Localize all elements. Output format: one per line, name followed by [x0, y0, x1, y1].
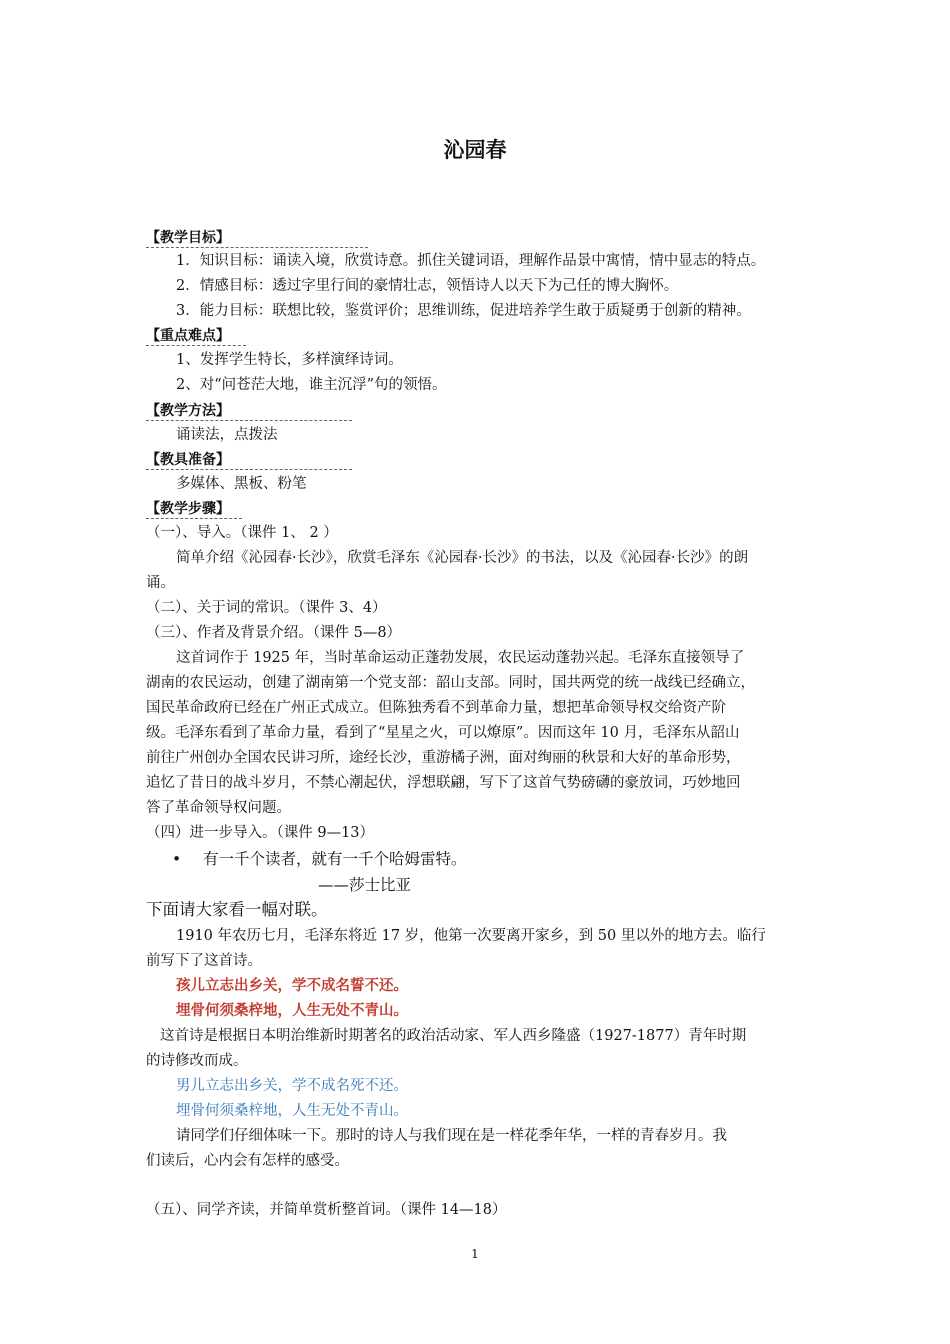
step1-text-line: 简单介绍《沁园春·长沙》，欣赏毛泽东《沁园春·长沙》的书法，以及《沁园春·长沙》的朗 — [176, 550, 749, 566]
step3-text-line: 国民革命政府已经在广州正式成立。但陈独秀看不到革命力量，想把革命领导权交给资产阶 — [146, 700, 726, 716]
step3-text-line: 级。毛泽东看到了革命力量，看到了“星星之火，可以燎原”。因而这年 10 月，毛泽东从韶山 — [146, 725, 740, 741]
tools-text: 多媒体、黑板、粉笔 — [176, 476, 307, 492]
step3-text-line: 湖南的农民运动，创建了湖南第一个党支部：韶山支部。同时，国共两党的统一战线已经确立， — [146, 675, 755, 691]
step1-text-line: 诵。 — [146, 575, 175, 591]
section-heading-keypoints: 【重点难点】 — [146, 327, 246, 346]
page-title: 沁园春 — [443, 138, 507, 162]
keypoint-2: 2、对“问苍茫大地，谁主沉浮”句的领悟。 — [176, 377, 447, 393]
page-number: 1 — [471, 1247, 479, 1261]
origin-text-line: 这首诗是根据日本明治维新时期著名的政治活动家、军人西乡隆盛（1927-1877）青年时期 — [160, 1028, 747, 1044]
step3-text-line: 这首词作于 1925 年，当时革命运动正蓬勃发展，农民运动蓬勃兴起。毛泽东直接领导了 — [176, 650, 745, 666]
story-text-line: 前写下了这首诗。 — [146, 953, 262, 969]
methods-text: 诵读法，点拨法 — [176, 427, 278, 443]
section-heading-tools: 【教具准备】 — [146, 451, 352, 470]
poem-red-line: 孩儿立志出乡关，学不成名誓不还。 — [176, 977, 408, 994]
step3-text-line: 前往广州创办全国农民讲习所，途经长沙，重游橘子洲，面对绚丽的秋景和大好的革命形势， — [146, 750, 741, 766]
section-heading-steps: 【教学步骤】 — [146, 500, 242, 519]
step4-heading: （四）进一步导入。（课件 9—13） — [146, 825, 375, 841]
quote-attribution: ——莎士比亚 — [318, 876, 412, 894]
reflect-text-line: 请同学们仔细体味一下。那时的诗人与我们现在是一样花季年华，一样的青春岁月。我 — [176, 1128, 727, 1144]
step5-heading: （五）、同学齐读，并简单赏析整首词。（课件 14—18） — [146, 1202, 507, 1218]
origin-text-line: 的诗修改而成。 — [146, 1053, 248, 1069]
step2-heading: （二）、关于词的常识。（课件 3、4） — [146, 600, 387, 616]
quote-text: 有一千个读者，就有一千个哈姆雷特。 — [203, 850, 467, 868]
bullet-icon: • — [172, 850, 182, 868]
keypoint-1: 1、发挥学生特长，多样演绎诗词。 — [176, 352, 403, 368]
poem-red-line: 埋骨何须桑梓地，人生无处不青山。 — [176, 1002, 408, 1019]
objective-2: 2．情感目标：透过字里行间的豪情壮志，领悟诗人以天下为己任的博大胸怀。 — [176, 278, 679, 294]
objective-3: 3．能力目标：联想比较，鉴赏评价；思维训练，促进培养学生敢于质疑勇于创新的精神。 — [176, 303, 751, 319]
step3-text-line: 答了革命领导权问题。 — [146, 800, 291, 816]
step1-heading: （一）、导入。（课件 1、 2 ） — [146, 525, 338, 541]
section-heading-methods: 【教学方法】 — [146, 402, 352, 421]
poem-blue-line: 埋骨何须桑梓地，人生无处不青山。 — [176, 1103, 408, 1119]
story-text-line: 1910 年农历七月，毛泽东将近 17 岁，他第一次要离开家乡，到 50 里以外的地方去。临行 — [176, 928, 766, 944]
section-heading-objectives: 【教学目标】 — [146, 229, 368, 248]
step3-heading: （三）、作者及背景介绍。（课件 5—8） — [146, 625, 402, 641]
poem-blue-line: 男儿立志出乡关，学不成名死不还。 — [176, 1078, 408, 1094]
step3-text-line: 追忆了昔日的战斗岁月，不禁心潮起伏，浮想联翩，写下了这首气势磅礴的豪放词，巧妙地回 — [146, 775, 741, 791]
couplet-intro: 下面请大家看一幅对联。 — [146, 900, 328, 919]
reflect-text-line: 们读后，心内会有怎样的感受。 — [146, 1153, 349, 1169]
objective-1: 1．知识目标：诵读入境，欣赏诗意。抓住关键词语，理解作品景中寓情，情中显志的特点。 — [176, 253, 766, 269]
